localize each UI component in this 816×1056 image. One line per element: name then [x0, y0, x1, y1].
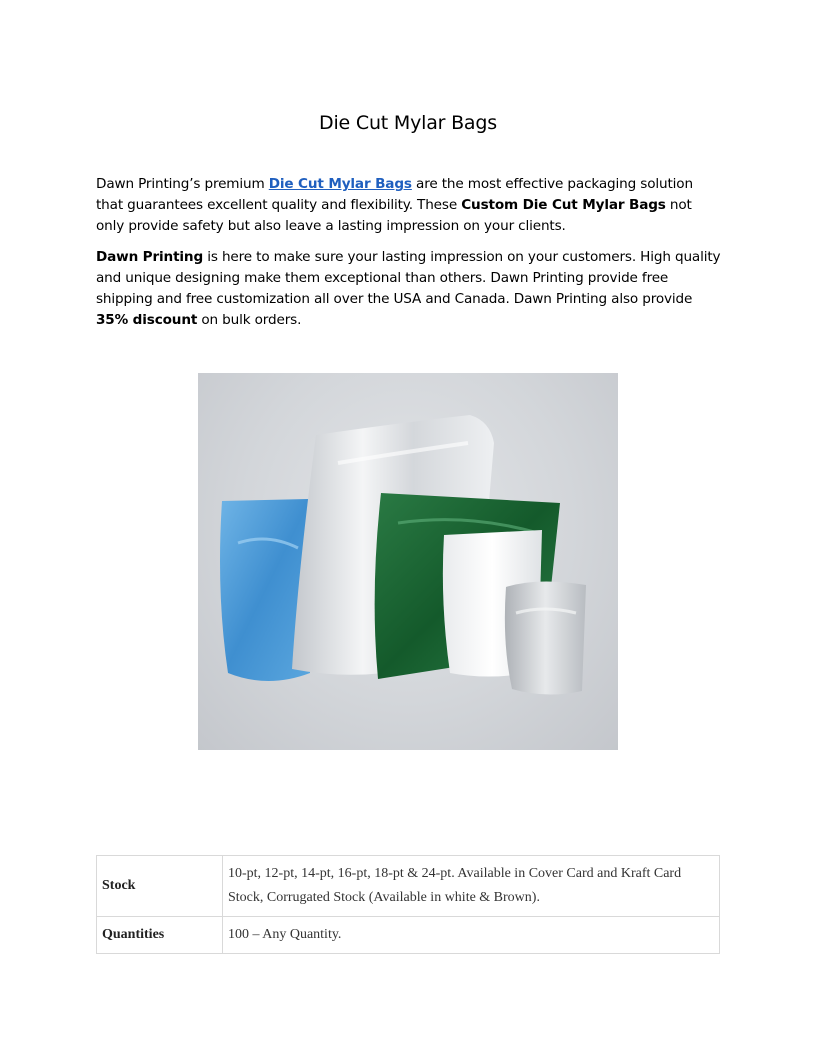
intro-bold-product: Custom Die Cut Mylar Bags: [461, 197, 666, 213]
company-name: Dawn Printing: [96, 249, 204, 265]
second-paragraph: [96, 247, 724, 331]
quantities-label: Quantities: [97, 917, 223, 954]
quantities-value: 100 – Any Quantity.: [223, 917, 720, 954]
mylar-bags-illustration: [198, 373, 618, 750]
specification-table: [96, 855, 720, 954]
second-text: is here to make sure your lasting impression on your customers. High quality and unique designing make them exceptional than others. Dawn Printing provide free shipping and free customization all over the USA and Canada. Dawn Printing also provide: [96, 249, 721, 307]
discount-highlight: 35% discount: [96, 312, 198, 328]
small-silver-bag: [505, 581, 586, 694]
intro-paragraph: [96, 174, 724, 237]
intro-suffix: not only provide safety but also leave a lasting impression on your clients.: [96, 197, 692, 234]
page-title: Die Cut Mylar Bags: [319, 112, 497, 134]
mylar-bags-photo: [198, 373, 618, 750]
die-cut-mylar-bags-link[interactable]: Die Cut Mylar Bags: [268, 176, 412, 192]
stock-label: Stock: [97, 856, 223, 917]
second-tail: on bulk orders.: [197, 312, 302, 328]
table-row: [97, 917, 720, 954]
table-row: [97, 856, 720, 917]
intro-prefix: Dawn Printing’s premium: [96, 176, 269, 192]
stock-value: 10-pt, 12-pt, 14-pt, 16-pt, 18-pt & 24-pt. Available in Cover Card and Kraft Card Stock, Corrugated Stock (Available in white & Brown).: [223, 856, 720, 917]
intro-middle: are the most effective packaging solution that guarantees excellent quality and flexibility. These: [96, 176, 693, 213]
